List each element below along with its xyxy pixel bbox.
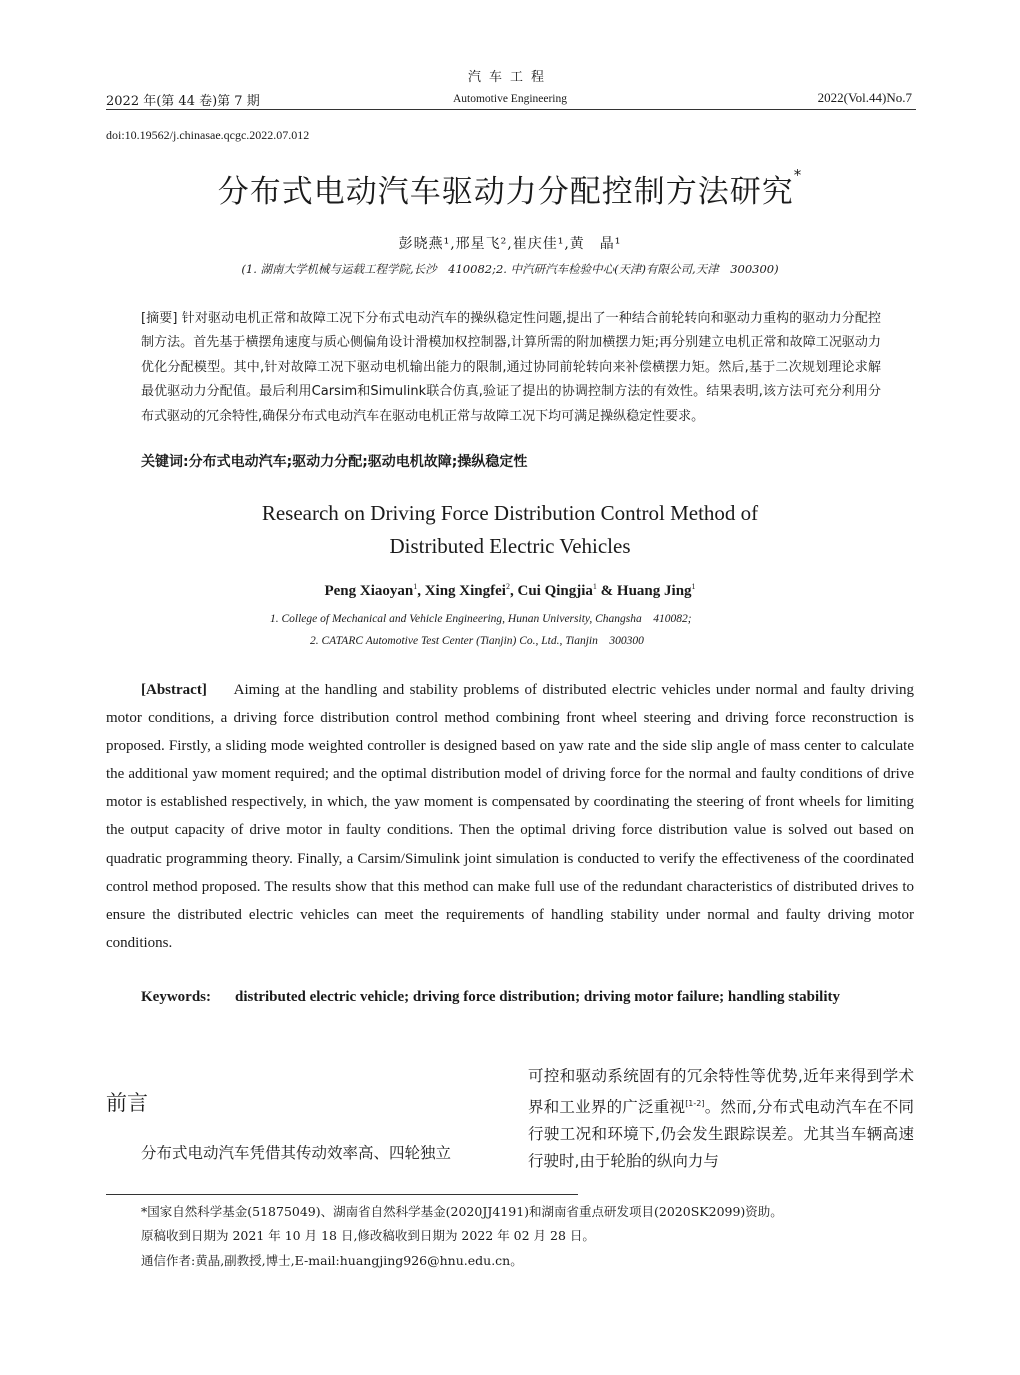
journal-title-cn: 汽车工程 (467, 70, 552, 85)
title-footnote-mark: * (793, 166, 803, 184)
keywords-en-terms: distributed electric vehicle; driving force distribution; driving motor failure; handling stability (235, 989, 840, 1005)
intro-right-text-b: 。然而,分布式电动汽车在不同行驶工况和环境下,仍会发生跟踪误差。尤其当车辆高速行驶时,由于轮胎的纵向力与 (528, 1098, 914, 1171)
title-en-line-1: Research on Driving Force Distribution Control Method of (261, 501, 759, 525)
issue-cn: 2022 年(第 44 卷)第 7 期 (106, 94, 260, 109)
affiliations-cn: (1. 湖南大学机械与运载工程学院,长沙 410082;2. 中汽研汽车检验中心(天津)有限公司,天津 300300) (241, 262, 779, 276)
affiliation-en-2: 2. CATARC Automotive Test Center (Tianjin) Co., Ltd., Tianjin 300300 (310, 635, 644, 647)
issue-en: 2022(Vol.44)No.7 (817, 90, 912, 105)
author-name: Peng Xiaoyan (324, 583, 414, 599)
abstract-cn (141, 307, 881, 429)
author-separator: & (596, 583, 617, 599)
authors-cn: 彭晓燕¹,邢星飞²,崔庆佳¹,黄 晶¹ (398, 236, 622, 252)
author-name: Xing Xingfei (424, 583, 506, 599)
paper-title-cn (0, 166, 1020, 211)
author-separator: , (417, 583, 425, 599)
journal-title-en: Automotive Engineering (452, 93, 568, 105)
keywords-en-label: Keywords: (141, 989, 211, 1005)
title-cn-text: 分布式电动汽车驱动力分配控制方法研究 (217, 174, 794, 210)
paper-title-en (0, 497, 1020, 563)
author-name: Huang Jing (616, 583, 692, 599)
abstract-en (106, 676, 914, 957)
intro-right-column (528, 1063, 914, 1175)
keywords-cn: 关键词:分布式电动汽车;驱动力分配;驱动电机故障;操纵稳定性 (141, 454, 528, 470)
author-affil-mark: 2 (505, 582, 510, 591)
section-heading-introduction: 前言 (106, 1091, 148, 1115)
abstract-cn-label: [摘要] (141, 311, 178, 326)
authors-en (0, 582, 1020, 600)
keywords-en (141, 984, 914, 1010)
abstract-en-label: [Abstract] (141, 682, 207, 698)
intro-left-text: 分布式电动汽车凭借其传动效率高、四轮独立 (141, 1144, 452, 1162)
author-affil-mark: 1 (413, 582, 418, 591)
abstract-en-text: Aiming at the handling and stability problems of distributed electric vehicles under normal and faulty driving motor conditions, a driving force distribution control method combining front wheel steering and driving force reconstruction is proposed. Firstly, a sliding mode weighted controller is designed based on yaw rate and the side slip angle of mass center to calculate the additional yaw moment required; and the optimal distribution model of driving force for the normal and faulty conditions of drive motor is established respectively, in which, the yaw moment is compensated by coordinating the steering of front wheels for limiting the output capacity of drive motor in faulty conditions. Then the optimal driving force distribution value is solved out based on quadratic programming theory. Finally, a Carsim/Simulink joint simulation is conducted to verify the effectiveness of the coordinated control method proposed. The results show that this method can make full use of the redundant characteristics of distributed drives to ensure the distributed electric vehicles can meet the requirements of handling stability under normal and faulty driving motor conditions. (106, 682, 915, 951)
footnote-funding: *国家自然科学基金(51875049)、湖南省自然科学基金(2020JJ4191)和湖南省重点研发项目(2020SK2099)资助。 (141, 1204, 783, 1219)
citation-link[interactable]: [1-2] (685, 1099, 705, 1108)
author-separator: , (509, 583, 518, 599)
intro-right-text-a: 可控和驱动系统固有的冗余特性等优势,近年来得到学术界和工业界的广泛重视 (528, 1067, 914, 1117)
title-en-line-2: Distributed Electric Vehicles (389, 534, 631, 558)
author-name: Cui Qingjia (517, 583, 593, 599)
author-affil-mark: 1 (691, 582, 696, 591)
footnote-contact: 通信作者:黄晶,副教授,博士,E-mail:huangjing926@hnu.edu.cn。 (141, 1253, 523, 1268)
author-affil-mark: 1 (592, 582, 597, 591)
affiliation-en-1: 1. College of Mechanical and Vehicle Engineering, Hunan University, Changsha 410082; (270, 613, 692, 625)
header-divider (106, 109, 916, 110)
footnote-dates: 原稿收到日期为 2021 年 10 月 18 日,修改稿收到日期为 2022 年 02 月 28 日。 (141, 1228, 595, 1243)
intro-left-column (141, 1140, 493, 1167)
doi[interactable]: doi:10.19562/j.chinasae.qcgc.2022.07.012 (106, 128, 310, 142)
footnote-divider (106, 1194, 578, 1195)
abstract-cn-text: 针对驱动电机正常和故障工况下分布式电动汽车的操纵稳定性问题,提出了一种结合前轮转向和驱动力重构的驱动力分配控制方法。首先基于横摆角速度与质心侧偏角设计滑模加权控制器,计算所需的附加横摆力矩;再分别建立电机正常和故障工况驱动力优化分配模型。其中,针对故障工况下驱动电机输出能力的限制,通过协同前轮转向来补偿横摆力矩。然后,基于二次规划理论求解最优驱动力分配值。最后利用Carsim和Simulink联合仿真,验证了提出的协调控制方法的有效性。结果表明,该方法可充分利用分布式驱动的冗余特性,确保分布式电动汽车在驱动电机正常与故障工况下均可满足操纵稳定性要求。 (141, 311, 881, 424)
